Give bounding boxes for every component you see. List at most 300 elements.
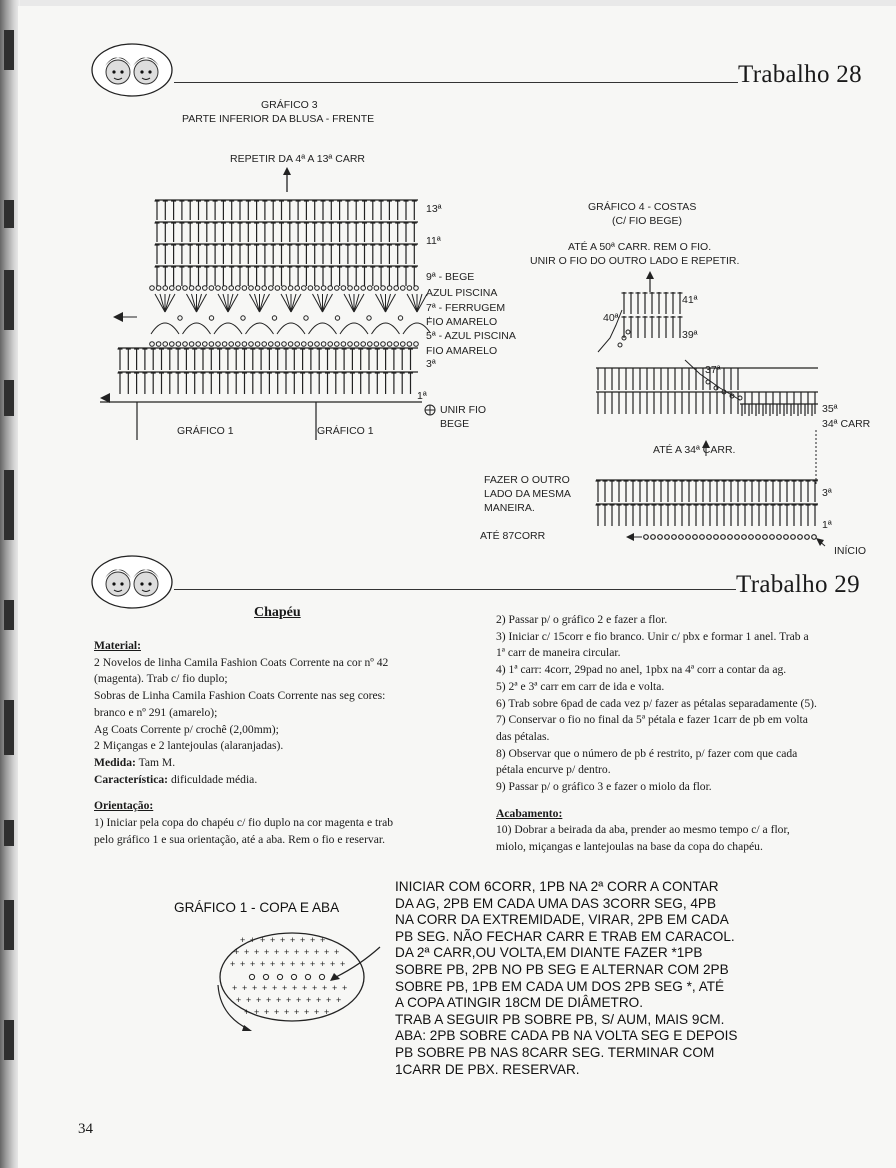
chain-stitch [150,342,155,347]
single-crochet-mark: + [330,959,336,969]
arch-stitch [246,323,274,334]
chain-stitch [672,535,677,540]
chain-stitch [196,342,201,347]
chain-stitch [288,342,293,347]
chain-stitch [255,286,260,291]
difficulty-label: Característica: [94,772,169,786]
fan-stitch [223,294,228,312]
chart3-ref-right: GRÁFICO 1 [317,425,374,437]
finishing-heading: Acabamento: [496,806,563,820]
chain-stitch [335,342,340,347]
chain-stitch [805,535,810,540]
chart4-other-side-line3: MANEIRA. [484,502,535,514]
step-line: 7) Conservar o fio no final da 5ª pétala e fazer 1carr de pb em volta [496,713,808,727]
chart4-row-label: 39ª [682,329,698,341]
chain-stitch [407,286,412,291]
step-line: 2) Passar p/ o gráfico 2 e fazer a flor. [496,613,668,626]
chain-stitch [209,316,213,320]
chain-stitch [241,316,245,320]
fan-stitch [281,294,291,312]
orientation-line: pelo gráfico 1 e sua orientação, até a aba. Rem o fio e reservar. [94,832,385,846]
material-heading: Material: [94,639,141,652]
chain-stitch [658,535,663,540]
chain-stitch [249,342,254,347]
single-crochet-mark: + [240,959,246,969]
chart3-title: GRÁFICO 3 [261,99,318,111]
chain-stitch [236,342,241,347]
chain-stitch [308,342,313,347]
single-crochet-mark: + [232,983,238,993]
single-crochet-mark: + [306,995,312,1005]
difficulty-value: dificuldade média. [170,772,258,786]
chain-stitch [295,342,300,347]
chart3-row-label: 1ª [417,390,427,402]
single-crochet-mark: + [324,947,330,957]
chain-stitch [263,974,268,979]
fan-stitch [260,294,270,312]
chain-stitch [414,342,419,347]
single-crochet-mark: + [320,935,326,945]
chain-stitch [242,286,247,291]
chain-stitch [163,286,168,291]
single-crochet-mark: + [246,995,252,1005]
single-crochet-mark: + [270,935,276,945]
chain-stitch [728,535,733,540]
fan-stitch [354,294,364,312]
chain-stitch [407,342,412,347]
chart3-row-label: 9ª - BEGE [426,271,475,283]
single-crochet-mark: + [244,1007,250,1017]
single-crochet-mark: + [250,935,256,945]
chain-stitch [277,974,282,979]
single-crochet-mark: + [304,1007,310,1017]
chain-stitch [288,286,293,291]
chain-stitch [305,974,310,979]
chain-stitch [361,286,366,291]
chain-stitch [791,535,796,540]
fan-stitch [155,294,165,312]
chart4-other-side-line1: FAZER O OUTRO [484,474,570,486]
single-crochet-mark: + [242,983,248,993]
fan-stitch [286,294,291,312]
step-line: 6) Trab sobre 6pad de cada vez p/ fazer as pétalas separadamente (5). [496,696,817,710]
material-line: Sobras de Linha Camila Fashion Coats Corrente nas seg cores: [94,689,386,703]
chain-stitch [203,286,208,291]
arch-stitch [277,323,305,334]
single-crochet-mark: + [282,983,288,993]
single-crochet-mark: + [280,959,286,969]
page-number: 34 [78,1121,93,1137]
chain-stitch [203,342,208,347]
chain-stitch [176,286,181,291]
single-crochet-mark: + [314,947,320,957]
chart4-crochet-diagram [590,270,830,560]
chain-stitch [368,286,373,291]
single-crochet-mark: + [236,995,242,1005]
fan-stitch [417,294,422,312]
instruction-line: PB SEG. NÃO FECHAR CARR E TRAB EM CARACOL. [395,928,735,944]
chart3-join-note: UNIR FIO [440,404,487,416]
single-crochet-mark: + [252,983,258,993]
chain-stitch [282,342,287,347]
step-line: 1ª carr de maneira circular. [496,646,621,660]
chain-stitch [156,342,161,347]
single-crochet-mark: + [254,1007,260,1017]
chart3-crochet-diagram [100,192,430,442]
fan-stitch [381,294,386,312]
chain-stitch [686,535,691,540]
chain-stitch [328,286,333,291]
single-crochet-mark: + [310,935,316,945]
chain-stitch [209,342,214,347]
chain-stitch [321,286,326,291]
chart4-up-to-34: ATÉ A 34ª CARR. [653,444,736,456]
fan-stitch [255,294,260,312]
single-crochet-mark: + [292,983,298,993]
chain-stitch [315,286,320,291]
single-crochet-mark: + [320,959,326,969]
fan-stitch [407,294,417,312]
chain-stitch [196,286,201,291]
chart3-row-label: 11ª [426,235,441,247]
step-line: 9) Passar p/ o gráfico 3 e fazer o miolo da flor. [496,780,712,794]
chain-stitch [387,286,392,291]
step-line: pétala encurve p/ dentro. [496,763,611,777]
single-crochet-mark: + [244,947,250,957]
arch-stitch [151,323,179,334]
measure-value: Tam M. [138,755,176,769]
doll-faces-logo [90,42,174,98]
chain-stitch [328,342,333,347]
fan-stitch [228,294,233,312]
right-column-text [496,612,880,856]
single-crochet-mark: + [334,947,340,957]
fan-stitch [386,294,391,312]
instruction-line: NA CORR DA EXTREMIDADE, VIRAR, 2PB EM CADA [395,912,729,928]
material-line: Ag Coats Corrente p/ crochê (2,00mm); [94,722,279,736]
fan-stitch [318,294,323,312]
chain-stitch [189,286,194,291]
instruction-line: SOBRE PB, 1PB EM CADA UM DOS 2PB SEG *, ATÉ [395,978,725,994]
single-crochet-mark: + [294,947,300,957]
single-crochet-mark: + [316,995,322,1005]
chart4-subtitle: (C/ FIO BEGE) [612,215,683,227]
chart3-row-label: 13ª [426,203,442,215]
instruction-line: ABA: 2PB SOBRE CADA PB NA VOLTA SEG E DEPOIS [395,1028,738,1044]
chain-stitch [387,342,392,347]
material-line: 2 Miçangas e 2 lantejoulas (alaranjadas). [94,739,284,753]
chain-stitch [777,535,782,540]
chain-stitch [315,342,320,347]
single-crochet-mark: + [324,1007,330,1017]
header-rule [174,589,736,590]
fan-stitch [160,294,165,312]
chain-stitch [216,342,221,347]
fan-stitch [165,294,170,312]
instruction-line: PB SOBRE PB NAS 8CARR SEG. TERMINAR COM [395,1044,715,1060]
single-crochet-mark: + [274,947,280,957]
header-rule [174,82,738,83]
chain-stitch [156,286,161,291]
single-crochet-mark: + [274,1007,280,1017]
chart3-row-label: 5ª - AZUL PISCINA [426,330,516,342]
chart4-row-label: 40ª [603,312,619,324]
chain-stitch [302,342,307,347]
chain-stitch [368,342,373,347]
book-spine [0,0,20,1168]
single-crochet-mark: + [300,959,306,969]
chain-stitch [798,535,803,540]
chart4-row-label: 3ª [822,487,832,499]
single-crochet-mark: + [290,959,296,969]
fan-stitch [197,294,207,312]
single-crochet-mark: + [296,995,302,1005]
chart3-row-label: AZUL PISCINA [426,287,498,299]
chain-stitch [707,535,712,540]
chain-stitch [222,286,227,291]
single-crochet-mark: + [294,1007,300,1017]
instruction-line: A COPA ATINGIR 18CM DE DIÂMETRO. [395,995,644,1011]
chain-stitch [183,286,188,291]
doll-faces-logo [90,554,174,610]
chain-stitch [295,286,300,291]
arch-stitch [340,323,368,334]
fan-stitch [192,294,197,312]
chain-stitch [763,535,768,540]
chart4-row-label: 34ª CARR [822,418,871,430]
single-crochet-mark: + [340,959,346,969]
fan-stitch [165,294,175,312]
chain-stitch [321,342,326,347]
chart3-subtitle: PARTE INFERIOR DA BLUSA - FRENTE [182,113,375,125]
join-yarn-icon [424,404,436,416]
chain-stitch [163,342,168,347]
chain-stitch [183,342,188,347]
chart1-title: GRÁFICO 1 - COPA E ABA [174,900,340,915]
chain-stitch [401,342,406,347]
chain-stitch [348,286,353,291]
chain-stitch [209,286,214,291]
single-crochet-mark: + [304,947,310,957]
single-crochet-mark: + [314,1007,320,1017]
chain-stitch [272,316,276,320]
step-line: 5) 2ª e 3ª carr em carr de ida e volta. [496,679,665,693]
chart4-up-to-87: ATÉ 87CORR [480,530,546,542]
chain-stitch [721,535,726,540]
project-title-29: Trabalho 29 [736,571,860,598]
chain-stitch [291,974,296,979]
chain-stitch [354,286,359,291]
arch-stitch [372,323,400,334]
chart4-start: INÍCIO [834,545,867,557]
fan-stitch [349,294,354,312]
chart3-repeat-note: REPETIR DA 4ª A 13ª CARR [230,153,365,165]
chain-stitch [170,342,175,347]
arch-stitch [183,323,211,334]
chain-stitch [262,342,267,347]
single-crochet-mark: + [264,947,270,957]
chain-stitch [236,286,241,291]
chain-stitch [229,286,234,291]
measure-label: Medida: [94,755,136,769]
material-line: 2 Novelos de linha Camila Fashion Coats Corrente na cor nº 42 [94,655,389,669]
orientation-line: 1) Iniciar pela copa do chapéu c/ fio duplo na cor magenta e trab [94,816,394,830]
fan-stitch [291,294,301,312]
chain-stitch [335,286,340,291]
chain-stitch [282,286,287,291]
fan-stitch [323,294,333,312]
fan-stitch [412,294,417,312]
chain-stitch [222,342,227,347]
chain-stitch [394,286,399,291]
chain-stitch [319,974,324,979]
single-crochet-mark: + [264,1007,270,1017]
material-line: (magenta). Trab c/ fio duplo; [94,672,228,686]
chain-stitch [414,286,419,291]
instruction-line: TRAB A SEGUIR PB SOBRE PB, S/ AUM, MAIS 9CM. [395,1011,725,1027]
chain-stitch [374,286,379,291]
step-line: 8) Observar que o número de pb é restrito, p/ fazer com que cada [496,746,798,760]
single-crochet-mark: + [276,995,282,1005]
fan-stitch [376,294,386,312]
step-line: 4) 1ª carr: 4corr, 29pad no anel, 1pbx na 4ª corr a contar da ag. [496,663,787,677]
chain-stitch [367,316,371,320]
chain-stitch [735,535,740,540]
single-crochet-mark: + [322,983,328,993]
single-crochet-mark: + [260,935,266,945]
fan-stitch [323,294,328,312]
chart4-row-label: 41ª [682,294,698,306]
up-arrow-icon [280,166,294,192]
chart4-note-line1: ATÉ A 50ª CARR. REM O FIO. [568,241,712,253]
chain-stitch [249,974,254,979]
chart3-row-label: FIO AMARELO [426,316,498,328]
single-crochet-mark: + [266,995,272,1005]
single-crochet-mark: + [312,983,318,993]
single-crochet-mark: + [326,995,332,1005]
fan-stitch [354,294,359,312]
chain-stitch [242,342,247,347]
fan-stitch [344,294,354,312]
orientation-heading: Orientação: [94,799,154,813]
finishing-line: 10) Dobrar a beirada da aba, prender ao mesmo tempo c/ a flor, [496,823,790,837]
chain-stitch [275,286,280,291]
fan-stitch [197,294,202,312]
chain-stitch [269,342,274,347]
step-line: 3) Iniciar c/ 15corr e fio branco. Unir c/ pbx e formar 1 anel. Trab a [496,629,809,643]
single-crochet-mark: + [310,959,316,969]
chain-stitch [275,342,280,347]
chain-stitch [770,535,775,540]
step-line: das pétalas. [496,729,550,743]
chain-stitch [216,286,221,291]
single-crochet-mark: + [332,983,338,993]
chart4-other-side-line2: LADO DA MESMA [484,488,571,500]
left-column-text [94,638,444,848]
chain-stitch [398,316,402,320]
chain-stitch [651,535,656,540]
chain-stitch [679,535,684,540]
fan-stitch [386,294,396,312]
chain-stitch [269,286,274,291]
chain-stitch [700,535,705,540]
chart4-note-line2: UNIR O FIO DO OUTRO LADO E REPETIR. [530,255,740,267]
single-crochet-mark: + [270,959,276,969]
chain-stitch [249,286,254,291]
single-crochet-mark: + [250,959,256,969]
chart1-crochet-oval [210,925,390,1035]
section-heading: Chapéu [254,605,301,620]
chain-stitch [784,535,789,540]
chart4-row-label: 37ª [705,364,721,376]
chain-stitch [262,286,267,291]
chain-stitch [176,342,181,347]
chart4-title: GRÁFICO 4 - COSTAS [588,201,697,213]
instruction-line: DA 2ª CARR,OU VOLTA,EM DIANTE FAZER *1PB [395,945,703,961]
instruction-line: SOBRE PB, 2PB NO PB SEG E ALTERNAR COM 2PB [395,961,729,977]
chain-stitch [178,316,182,320]
instruction-line: DA AG, 2PB EM CADA UMA DAS 3CORR SEG, 4PB [395,895,717,911]
single-crochet-mark: + [284,1007,290,1017]
single-crochet-mark: + [302,983,308,993]
chain-stitch [693,535,698,540]
fan-stitch [250,294,260,312]
chain-stitch [150,286,155,291]
single-crochet-mark: + [262,983,268,993]
chain-stitch [354,342,359,347]
single-crochet-mark: + [260,959,266,969]
single-crochet-mark: + [234,947,240,957]
single-crochet-mark: + [272,983,278,993]
chart3-row-label: 7ª - FERRUGEM [426,302,506,314]
chain-stitch [381,286,386,291]
chart3-row-label: FIO AMARELO [426,345,498,357]
chain-stitch [189,342,194,347]
instruction-line: INICIAR COM 6CORR, 1PB NA 2ª CORR A CONTAR [395,879,719,894]
chain-stitch [335,316,339,320]
fan-stitch [291,294,296,312]
chart1-instructions [395,879,787,1078]
chain-stitch [742,535,747,540]
chart4-row-label: 35ª [822,403,838,415]
single-crochet-mark: + [286,995,292,1005]
instruction-line: 1CARR DE PBX. RESERVAR. [395,1061,580,1077]
single-crochet-mark: + [240,935,246,945]
chain-stitch [749,535,754,540]
chain-stitch [308,286,313,291]
chain-stitch [229,342,234,347]
fan-stitch [260,294,265,312]
single-crochet-mark: + [254,947,260,957]
single-crochet-mark: + [280,935,286,945]
chain-stitch [374,342,379,347]
fan-stitch [187,294,197,312]
fan-stitch [228,294,238,312]
chart3-row-label: 3ª [426,358,436,370]
chain-stitch [714,535,719,540]
chain-stitch [302,286,307,291]
fan-stitch [218,294,228,312]
chart3-join-note-color: BEGE [440,418,470,430]
material-line: branco e nº 291 (amarelo); [94,705,218,719]
fan-stitch [313,294,323,312]
finishing-line: miolo, miçangas e lantejoulas na base da copa do chapéu. [496,840,763,854]
chain-stitch [361,342,366,347]
chain-stitch [401,286,406,291]
chain-stitch [255,342,260,347]
chain-stitch [304,316,308,320]
chain-stitch [756,535,761,540]
